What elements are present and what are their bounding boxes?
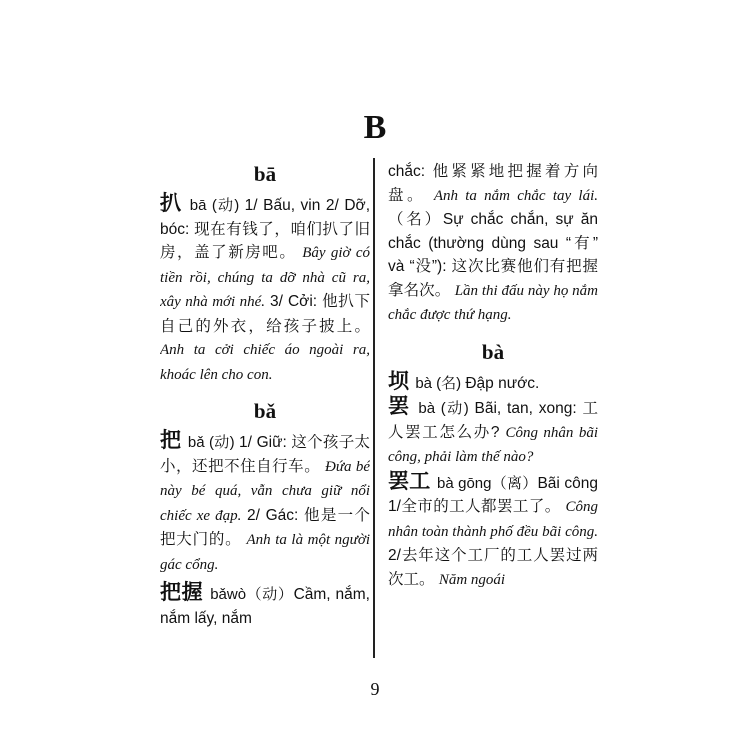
page-number: 9	[370, 679, 380, 699]
entry-definition: 1/ Bấu, vin 2/ Dỡ, bóc: 现在有钱了，咱们扒了旧房，盖了新房吧。	[160, 197, 370, 261]
entry-bawo	[160, 581, 370, 630]
entry-definition: Đập nước.	[465, 374, 540, 392]
entry-pronunciation: bà (名)	[415, 374, 466, 392]
entry-definition: 1/ Giữ: 这个孩子太小，还把不住自行车。	[160, 434, 370, 475]
entry-ba-dam	[388, 370, 598, 396]
entry-example: Bây giờ có tiền rồi, chúng ta dỡ nhà cũ ra, xây nhà mới nhé.	[160, 245, 370, 310]
entry-definition: Bãi công 1/全市的工人都罢工了。	[388, 474, 598, 515]
entry-word: 坝	[388, 369, 409, 393]
entry-pronunciation: bà (动)	[418, 400, 475, 417]
entry-text: （名）Sự chắc chắn, sự ăn chắc (thường dùng sau “有” và “没”): 这次比赛他们有把握拿名次。	[388, 211, 598, 299]
entry-sense: 2/去年这个工厂的工人罢过两次工。	[388, 547, 598, 588]
entry-pronunciation: bǎ (动)	[187, 434, 240, 451]
entry-example: Anh ta nắm chắc tay lái.	[433, 187, 598, 204]
entry-example: Công nhân toàn thành phố đều bãi công.	[388, 499, 598, 540]
entry-definition: Cầm, nắm, nắm lấy, nắm	[160, 586, 370, 627]
entry-pronunciation: bā (动)	[189, 197, 245, 214]
entry-pronunciation: bǎwò（动）	[210, 586, 294, 603]
entry-bagong	[388, 470, 598, 593]
entry-bawo-continued	[388, 160, 598, 328]
entry-word: 把握	[160, 581, 204, 604]
entry-word: 把	[160, 429, 182, 452]
entry-ba-scratch	[160, 192, 370, 387]
entry-example: Lần thi đấu này họ nắm chắc được thứ hạng.	[388, 282, 598, 323]
entry-definition: Bãi, tan, xong: 工人罢工怎么办?	[388, 400, 598, 441]
entry-word: 罢	[388, 395, 411, 418]
entry-sense: 2/ Gác: 他是一个把大门的。	[160, 506, 370, 548]
entry-sense: 3/ Cởi: 他扒下自己的外衣，给孩子披上。	[160, 293, 370, 335]
column-divider	[373, 158, 375, 658]
entry-word: 罢工	[388, 469, 431, 493]
page-letter-heading: B	[363, 109, 387, 146]
entry-pronunciation: bà gōng（离）	[437, 474, 538, 492]
entry-text: chắc: 他紧紧地把握着方向盘。	[388, 163, 598, 204]
entry-ba-hold	[160, 429, 370, 577]
left-column	[160, 160, 370, 660]
section-heading-ba4: bà	[481, 339, 505, 364]
section-heading-ba3: bǎ	[253, 399, 277, 423]
entry-example: Anh ta cởi chiếc áo ngoài ra, khoác lên cho con.	[160, 342, 370, 383]
right-column	[388, 160, 598, 660]
entry-ba-stop	[388, 395, 598, 470]
entry-example: Công nhân bãi công, phải làm thế nào?	[388, 424, 598, 465]
entry-example: Anh ta là một người gác cổng.	[160, 532, 370, 573]
entry-word: 扒	[160, 192, 183, 215]
entry-example: Đứa bé này bé quá, vẫn chưa giữ nổi chiếc xe đạp.	[160, 458, 370, 524]
section-heading-ba1: bā	[253, 162, 277, 186]
entry-example: Năm ngoái	[438, 571, 506, 588]
